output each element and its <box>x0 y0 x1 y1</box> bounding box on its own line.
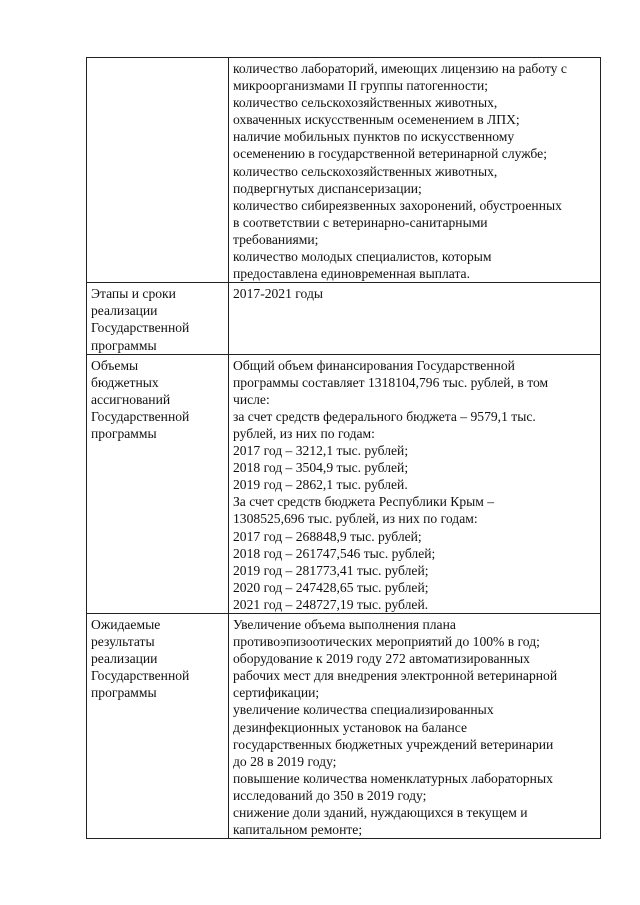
label-line: Государственной <box>91 668 190 684</box>
text-line: количество лабораторий, имеющих лицензию на работу с <box>233 61 567 76</box>
text-line: рублей, из них по годам: <box>233 425 375 441</box>
text-line: количество сельскохозяйственных животных, <box>233 95 498 111</box>
text-line: оборудование к 2019 году 272 автоматизированных <box>233 651 530 667</box>
text-line: количество молодых специалистов, которым <box>233 249 492 265</box>
text-line: дезинфекционных установок на балансе <box>233 719 467 735</box>
text-line: 2019 год – 2862,1 тыс. рублей. <box>233 477 408 493</box>
text-line: числе: <box>233 391 270 407</box>
label-line: Этапы и сроки <box>91 286 176 302</box>
text-line: 2017 год – 3212,1 тыс. рублей; <box>233 443 409 459</box>
label-line: Ожидаемые <box>91 617 161 632</box>
text-line: Увеличение объема выполнения плана <box>233 617 456 632</box>
text-line: увеличение количества специализированных <box>233 702 494 718</box>
text-line: 2019 год – 281773,41 тыс. рублей; <box>233 562 429 578</box>
text-line: снижение доли зданий, нуждающихся в текущем и <box>233 805 528 821</box>
text-line: государственных бюджетных учреждений ветеринарии <box>233 736 554 752</box>
label-line: бюджетных <box>91 374 159 390</box>
label-line: реализации <box>91 303 158 319</box>
text-line: осеменению в государственной ветеринарной службе; <box>233 146 547 162</box>
label-line: Объемы <box>91 357 139 373</box>
row-label-cell <box>87 283 229 354</box>
label-line: Государственной <box>91 320 190 336</box>
text-line: исследований до 350 в 2019 году; <box>233 787 427 803</box>
text-line: программы составляет 1318104,796 тыс. рублей, в том <box>233 374 549 390</box>
label-line: программы <box>91 425 157 441</box>
row-content-cell <box>229 283 601 354</box>
text-line: микроорганизмами II группы патогенности; <box>233 78 489 94</box>
text-line: 2021 год – 248727,19 тыс. рублей. <box>233 596 429 612</box>
text-line: 1308525,696 тыс. рублей, из них по годам: <box>233 511 478 527</box>
text-line: до 28 в 2019 году; <box>233 753 337 769</box>
text-line: наличие мобильных пунктов по искусственному <box>233 129 515 145</box>
label-line: результаты <box>91 634 155 650</box>
text-line: за счет средств федерального бюджета – 9579,1 тыс. <box>233 408 536 424</box>
row-label-cell <box>87 354 229 613</box>
row-content-cell <box>229 614 601 839</box>
text-line: подвергнутых диспансеризации; <box>233 180 422 196</box>
text-line: 2020 год – 247428,65 тыс. рублей; <box>233 579 429 595</box>
text-line: 2018 год – 261747,546 тыс. рублей; <box>233 545 436 561</box>
row-content-cell <box>229 58 601 283</box>
table-row <box>87 614 601 839</box>
text-line: требованиями; <box>233 231 319 247</box>
text-line: противоэпизоотических мероприятий до 100% в год; <box>233 634 540 650</box>
table-row <box>87 283 601 354</box>
label-line: реализации <box>91 651 158 667</box>
text-line: За счет средств бюджета Республики Крым – <box>233 494 495 510</box>
row-label-cell <box>87 58 229 283</box>
label-line: ассигнований <box>91 391 171 407</box>
label-line: программы <box>91 337 157 353</box>
label-line: Государственной <box>91 408 190 424</box>
text-line: Общий объем финансирования Государственной <box>233 357 515 373</box>
program-passport-table <box>86 57 601 839</box>
text-line: капитальном ремонте; <box>233 822 363 838</box>
label-line: программы <box>91 685 157 701</box>
text-line: рабочих мест для внедрения электронной ветеринарной <box>233 668 558 684</box>
text-line: 2017 год – 268848,9 тыс. рублей; <box>233 528 422 544</box>
text-line: в соответствии с ветеринарно-санитарными <box>233 214 488 230</box>
text-line: повышение количества номенклатурных лабораторных <box>233 770 553 786</box>
text-line: охваченных искусственным осеменением в ЛПХ; <box>233 112 520 128</box>
row-label-cell <box>87 614 229 839</box>
table-row <box>87 354 601 613</box>
text-line: 2018 год – 3504,9 тыс. рублей; <box>233 460 409 476</box>
table-row <box>87 58 601 283</box>
text-line: сертификации; <box>233 685 320 701</box>
text-line: 2017-2021 годы <box>233 286 323 302</box>
text-line: предоставлена единовременная выплата. <box>233 266 470 282</box>
text-line: количество сибиреязвенных захоронений, обустроенных <box>233 197 562 213</box>
text-line: количество сельскохозяйственных животных, <box>233 163 498 179</box>
row-content-cell <box>229 354 601 613</box>
